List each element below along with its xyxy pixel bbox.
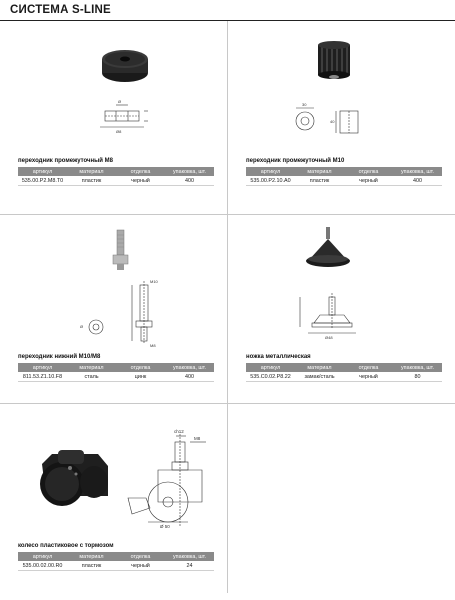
dim-d8: Ø8	[116, 129, 122, 134]
lower-adapter-illustration	[0, 215, 227, 370]
table-row	[18, 561, 214, 571]
dim-m8: M8	[194, 436, 201, 441]
dim-30: 30	[302, 102, 307, 107]
product-card-leg	[228, 215, 455, 408]
product-card-m10	[228, 21, 455, 214]
product-name: переходник нижний M10/M8	[18, 354, 101, 360]
dim-40: 40	[330, 119, 335, 124]
spec-table	[18, 552, 214, 571]
table-row	[246, 176, 442, 186]
table-row	[18, 372, 214, 382]
dim-m8: M8	[150, 343, 156, 348]
product-name: колесо пластиковое с тормозом	[18, 543, 114, 549]
dim-m10: M10	[150, 279, 158, 284]
article-value: 535.00.P2.10.A0	[246, 176, 295, 186]
product-card-m10-m8	[0, 215, 227, 408]
col-material: материал	[67, 167, 116, 176]
article-value: 535.00.P2.M8.T0	[18, 176, 67, 186]
material-value: пластик	[295, 176, 344, 186]
article-value: 535.C0.02.P8.22	[246, 372, 295, 382]
pack-value: 400	[165, 176, 214, 186]
col-pack: упаковка, шт.	[165, 167, 214, 176]
page-title: СИСТЕМА S-LINE	[10, 4, 111, 16]
dim-diameter: Ø	[80, 324, 84, 329]
pack-value: 400	[165, 372, 214, 382]
col-article: артикул	[18, 552, 67, 561]
col-material: материал	[295, 363, 344, 372]
adapter-m10-illustration	[228, 21, 455, 176]
col-finish: отделка	[116, 552, 165, 561]
finish-value: черный	[116, 176, 165, 186]
material-value: замак/сталь	[295, 372, 344, 382]
finish-value: черный	[344, 176, 393, 186]
table-row	[246, 372, 442, 382]
product-card-m8	[0, 21, 227, 214]
material-value: сталь	[67, 372, 116, 382]
dim-diameter: Ø	[118, 99, 122, 104]
product-name: переходник промежуточный M8	[18, 158, 113, 164]
pack-value: 400	[393, 176, 442, 186]
spec-table	[18, 167, 214, 186]
finish-value: черный	[344, 372, 393, 382]
dim-ch12: ch12	[174, 429, 184, 434]
table-row	[18, 176, 214, 186]
col-material: материал	[67, 552, 116, 561]
material-value: пластик	[67, 561, 116, 571]
material-value: пластик	[67, 176, 116, 186]
spec-table	[18, 363, 214, 382]
product-name: ножка металлическая	[246, 354, 311, 360]
article-value: 535.00.02.00.R0	[18, 561, 67, 571]
dim-d50: Ø 50	[160, 524, 170, 529]
col-article: артикул	[18, 167, 67, 176]
col-finish: отделка	[344, 167, 393, 176]
spec-table	[246, 363, 442, 382]
finish-value: цинк	[116, 372, 165, 382]
article-value: 811.53.Z1.10.F8	[18, 372, 67, 382]
col-finish: отделка	[116, 167, 165, 176]
finish-value: черный	[116, 561, 165, 571]
dim-d48: Ø48	[325, 335, 333, 340]
col-pack: упаковка, шт.	[393, 363, 442, 372]
product-name: переходник промежуточный M10	[246, 158, 345, 164]
col-article: артикул	[246, 363, 295, 372]
col-article: артикул	[18, 363, 67, 372]
col-pack: упаковка, шт.	[165, 552, 214, 561]
col-finish: отделка	[344, 363, 393, 372]
product-card-wheel	[0, 404, 227, 597]
col-pack: упаковка, шт.	[165, 363, 214, 372]
col-finish: отделка	[116, 363, 165, 372]
col-material: материал	[67, 363, 116, 372]
col-pack: упаковка, шт.	[393, 167, 442, 176]
pack-value: 24	[165, 561, 214, 571]
pack-value: 80	[393, 372, 442, 382]
metal-leg-illustration	[228, 215, 455, 370]
wheel-illustration	[0, 404, 227, 559]
spec-table	[246, 167, 442, 186]
col-article: артикул	[246, 167, 295, 176]
adapter-m8-illustration	[0, 21, 227, 176]
column-divider-bottom	[227, 403, 228, 593]
col-material: материал	[295, 167, 344, 176]
